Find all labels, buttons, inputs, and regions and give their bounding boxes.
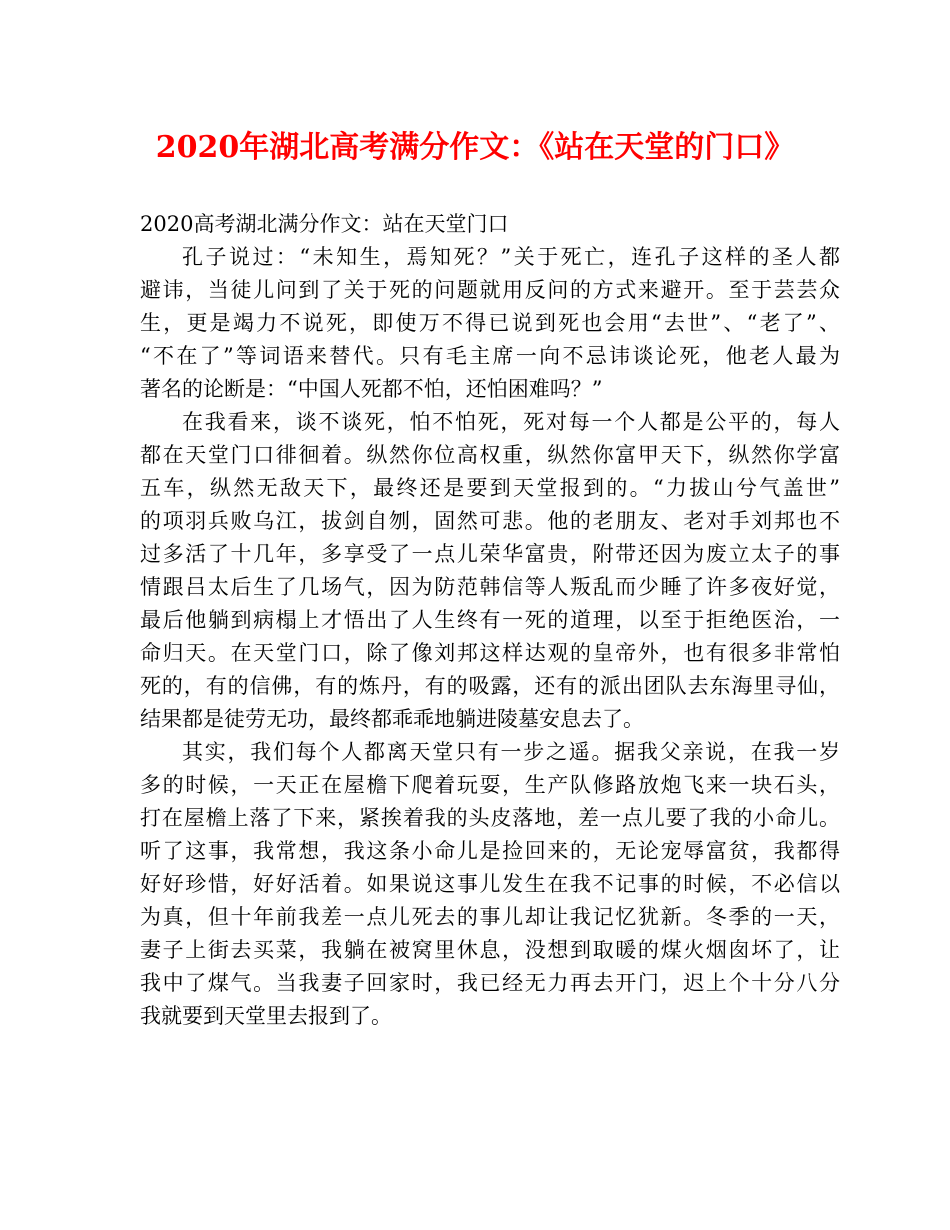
paragraph-line: 的项羽兵败乌江，拔剑自刎，固然可悲。他的老朋友、老对手刘邦也不: [140, 509, 840, 533]
paragraph-line: 为真，但十年前我差一点儿死去的事儿却让我记忆犹新。冬季的一天，: [140, 905, 840, 929]
paragraph-line: 死的，有的信佛，有的炼丹，有的吸露，还有的派出团队去东海里寻仙，: [140, 674, 840, 698]
paragraph-line: 情跟吕太后生了几场气，因为防范韩信等人叛乱而少睡了许多夜好觉，: [140, 575, 840, 599]
paragraph-line: 我就要到天堂里去报到了。: [140, 1004, 392, 1028]
paragraph-line: 命归天。在天堂门口，除了像刘邦这样达观的皇帝外，也有很多非常怕: [140, 641, 840, 665]
paragraph-line: 过多活了十几年，多享受了一点儿荣华富贵，附带还因为废立太子的事: [140, 542, 840, 566]
paragraph-line: 其实，我们每个人都离天堂只有一步之遥。据我父亲说，在我一岁: [182, 740, 840, 764]
paragraph-line: 好好珍惜，好好活着。如果说这事儿发生在我不记事的时候，不必信以: [140, 872, 840, 896]
paragraph-line: 孔子说过：“未知生，焉知死？”关于死亡，连孔子这样的圣人都: [182, 245, 840, 269]
document-body: [140, 208, 840, 1033]
document-title: 2020年湖北高考满分作文：《站在天堂的门口》: [155, 130, 795, 165]
paragraph-line: 都在天堂门口徘徊着。纵然你位高权重，纵然你富甲天下，纵然你学富: [140, 443, 840, 467]
paragraph-line: 打在屋檐上落了下来，紧挨着我的头皮落地，差一点儿要了我的小命儿。: [140, 806, 840, 830]
paragraph-line: 生，更是竭力不说死，即使万不得已说到死也会用“去世”、“老了”、: [140, 311, 840, 335]
document-subtitle: 2020高考湖北满分作文：站在天堂门口: [140, 212, 509, 236]
paragraph-line: 五车，纵然无敌天下，最终还是要到天堂报到的。“力拔山兮气盖世”: [140, 476, 840, 500]
paragraph-line: 结果都是徒劳无功，最终都乖乖地躺进陵墓安息去了。: [140, 707, 644, 731]
paragraph-line: 著名的论断是：“中国人死都不怕，还怕困难吗？”: [140, 377, 603, 401]
paragraph-line: 我中了煤气。当我妻子回家时，我已经无力再去开门，迟上个十分八分: [140, 971, 840, 995]
paragraph-line: 多的时候，一天正在屋檐下爬着玩耍，生产队修路放炮飞来一块石头，: [140, 773, 840, 797]
paragraph-line: “不在了”等词语来替代。只有毛主席一向不忌讳谈论死，他老人最为: [140, 344, 840, 368]
paragraph-line: 在我看来，谈不谈死，怕不怕死，死对每一个人都是公平的，每人: [182, 410, 840, 434]
paragraph-line: 最后他躺到病榻上才悟出了人生终有一死的道理，以至于拒绝医治，一: [140, 608, 840, 632]
paragraph-line: 妻子上街去买菜，我躺在被窝里休息，没想到取暖的煤火烟囱坏了，让: [140, 938, 840, 962]
paragraph-line: 听了这事，我常想，我这条小命儿是捡回来的，无论宠辱富贫，我都得: [140, 839, 840, 863]
paragraph-line: 避讳，当徒儿问到了关于死的问题就用反问的方式来避开。至于芸芸众: [140, 278, 840, 302]
